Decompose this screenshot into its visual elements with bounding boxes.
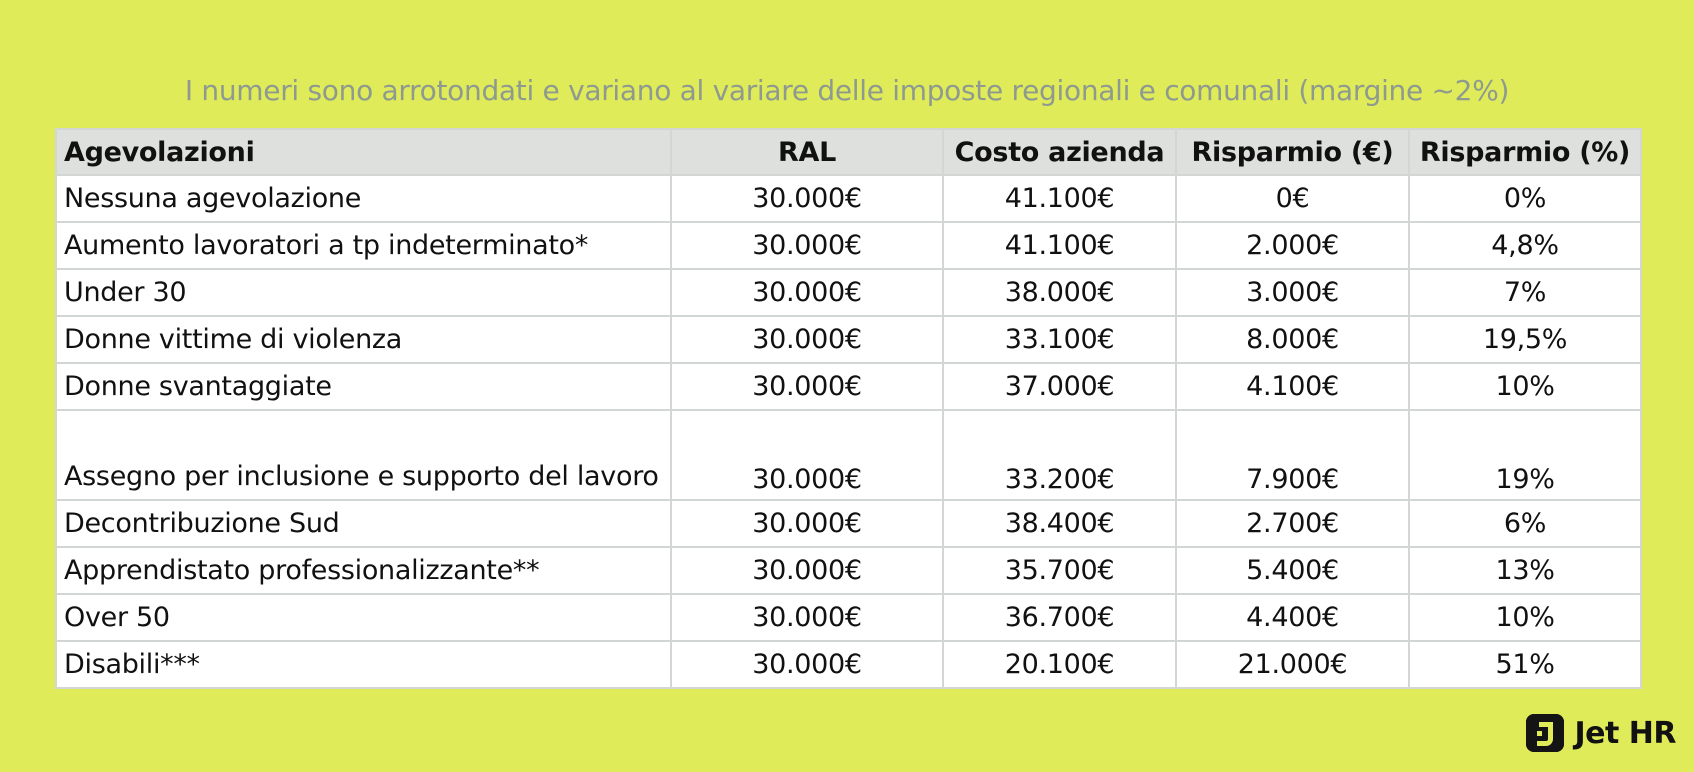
header-risparmio-percent: Risparmio (%) (1409, 129, 1641, 175)
cell-risparmio-percent: 4,8% (1409, 222, 1641, 269)
cell-risparmio-percent: 19% (1409, 410, 1641, 500)
cell-costo-azienda: 38.400€ (943, 500, 1176, 547)
incentives-table (55, 128, 1642, 689)
cell-risparmio-euro: 0€ (1176, 175, 1409, 222)
jet-hr-logo-icon (1526, 714, 1564, 752)
table-row (56, 641, 1641, 688)
cell-costo-azienda: 33.100€ (943, 316, 1176, 363)
table-row (56, 175, 1641, 222)
cell-ral: 30.000€ (671, 363, 943, 410)
cell-risparmio-euro: 21.000€ (1176, 641, 1409, 688)
table-row (56, 316, 1641, 363)
cell-agevolazione: Over 50 (56, 594, 671, 641)
cell-costo-azienda: 38.000€ (943, 269, 1176, 316)
cell-agevolazione: Apprendistato professionalizzante** (56, 547, 671, 594)
cell-risparmio-percent: 19,5% (1409, 316, 1641, 363)
jet-hr-logo-mark (1526, 714, 1564, 752)
cell-costo-azienda: 36.700€ (943, 594, 1176, 641)
cell-risparmio-euro: 8.000€ (1176, 316, 1409, 363)
header-risparmio-euro: Risparmio (€) (1176, 129, 1409, 175)
cell-risparmio-percent: 0% (1409, 175, 1641, 222)
cell-ral: 30.000€ (671, 175, 943, 222)
header-ral: RAL (671, 129, 943, 175)
cell-risparmio-percent: 13% (1409, 547, 1641, 594)
cell-costo-azienda: 41.100€ (943, 222, 1176, 269)
cell-costo-azienda: 20.100€ (943, 641, 1176, 688)
cell-risparmio-euro: 4.400€ (1176, 594, 1409, 641)
table-row (56, 547, 1641, 594)
jet-hr-brand (1526, 714, 1676, 752)
cell-ral: 30.000€ (671, 316, 943, 363)
table-header-row (56, 129, 1641, 175)
cell-agevolazione: Assegno per inclusione e supporto del lavoro (56, 410, 671, 500)
cell-risparmio-euro: 5.400€ (1176, 547, 1409, 594)
cell-agevolazione: Under 30 (56, 269, 671, 316)
cell-agevolazione: Decontribuzione Sud (56, 500, 671, 547)
cell-risparmio-percent: 10% (1409, 363, 1641, 410)
cell-costo-azienda: 35.700€ (943, 547, 1176, 594)
table-row (56, 269, 1641, 316)
cell-risparmio-euro: 4.100€ (1176, 363, 1409, 410)
cell-ral: 30.000€ (671, 594, 943, 641)
rounding-note: I numeri sono arrotondati e variano al variare delle imposte regionali e comunali (margine ~2%) (184, 74, 1510, 107)
cell-ral: 30.000€ (671, 500, 943, 547)
header-agevolazioni: Agevolazioni (56, 129, 671, 175)
table-row (56, 500, 1641, 547)
cell-costo-azienda: 33.200€ (943, 410, 1176, 500)
jet-hr-wordmark: Jet HR (1574, 715, 1676, 751)
table-row (56, 410, 1641, 500)
cell-risparmio-percent: 10% (1409, 594, 1641, 641)
cell-risparmio-euro: 2.000€ (1176, 222, 1409, 269)
cell-risparmio-euro: 7.900€ (1176, 410, 1409, 500)
cell-costo-azienda: 41.100€ (943, 175, 1176, 222)
cell-agevolazione: Nessuna agevolazione (56, 175, 671, 222)
table-row (56, 222, 1641, 269)
cell-risparmio-euro: 3.000€ (1176, 269, 1409, 316)
cell-agevolazione: Donne vittime di violenza (56, 316, 671, 363)
cell-ral: 30.000€ (671, 641, 943, 688)
cell-ral: 30.000€ (671, 222, 943, 269)
cell-costo-azienda: 37.000€ (943, 363, 1176, 410)
cell-risparmio-percent: 7% (1409, 269, 1641, 316)
cell-risparmio-euro: 2.700€ (1176, 500, 1409, 547)
cell-ral: 30.000€ (671, 547, 943, 594)
table-row (56, 363, 1641, 410)
table-row (56, 594, 1641, 641)
cell-agevolazione: Aumento lavoratori a tp indeterminato* (56, 222, 671, 269)
cell-ral: 30.000€ (671, 410, 943, 500)
cell-risparmio-percent: 51% (1409, 641, 1641, 688)
cell-risparmio-percent: 6% (1409, 500, 1641, 547)
header-costo-azienda: Costo azienda (943, 129, 1176, 175)
cell-agevolazione: Donne svantaggiate (56, 363, 671, 410)
cell-ral: 30.000€ (671, 269, 943, 316)
cell-agevolazione: Disabili*** (56, 641, 671, 688)
